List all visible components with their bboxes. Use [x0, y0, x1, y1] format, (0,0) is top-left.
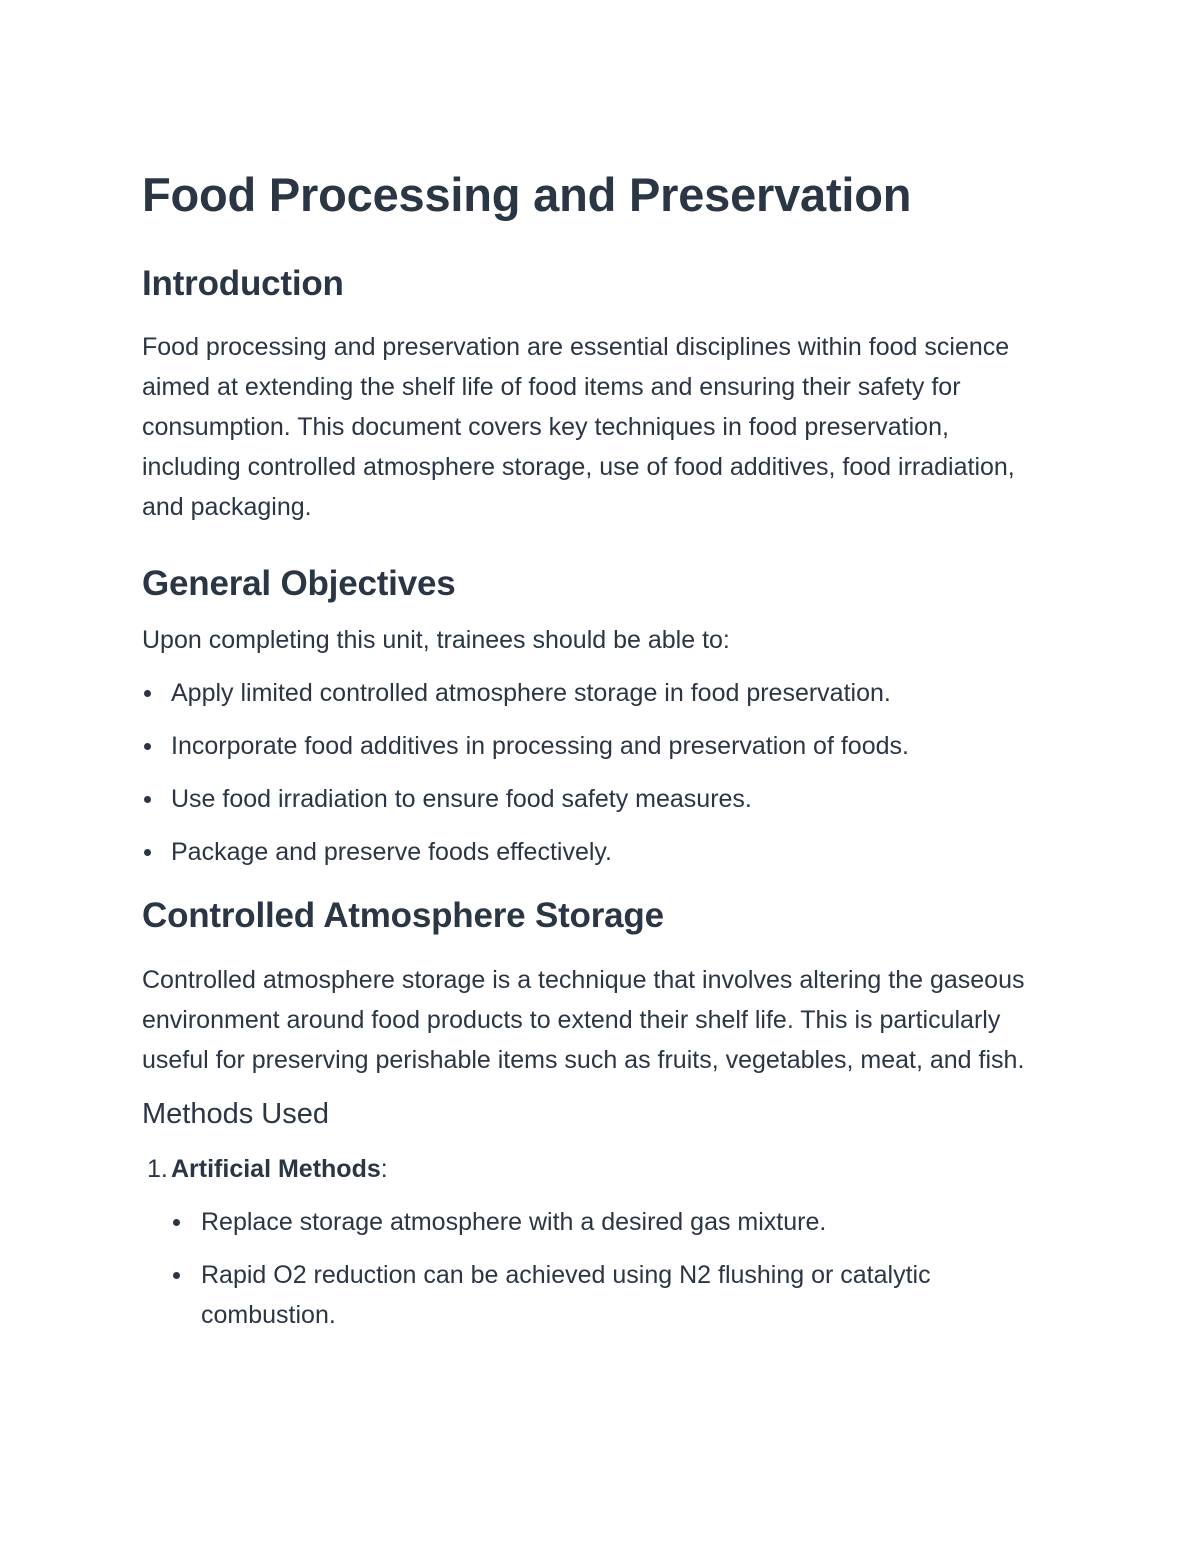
- method-title: Artificial Methods: [171, 1155, 381, 1183]
- methods-list: [142, 1149, 1052, 1335]
- list-item: Replace storage atmosphere with a desired gas mixture.: [171, 1202, 1052, 1242]
- objectives-lead: Upon completing this unit, trainees should be able to:: [142, 626, 730, 654]
- document-page: [142, 165, 1052, 1348]
- method-title-suffix: :: [380, 1155, 388, 1183]
- cas-paragraph: Controlled atmosphere storage is a technique that involves altering the gaseous environment around food products to extend their shelf life. This is particularly useful for preserving perishable items such as fruits, vegetables, meat, and fish.: [142, 966, 1025, 1074]
- methods-heading: Methods Used: [142, 1098, 329, 1130]
- list-item: Incorporate food additives in processing and preservation of foods.: [142, 726, 1052, 766]
- document-title: Food Processing and Preservation: [142, 168, 912, 221]
- introduction-paragraph: Food processing and preservation are essential disciplines within food science aimed at extending the shelf life of food items and ensuring their safety for consumption. This document covers key techniques in food preservation, including controlled atmosphere storage, use of food additives, food irradiation, and packaging.: [142, 333, 1015, 521]
- cas-heading: Controlled Atmosphere Storage: [142, 896, 664, 935]
- list-item: Apply limited controlled atmosphere storage in food preservation.: [142, 673, 1052, 713]
- list-item: Package and preserve foods effectively.: [142, 832, 1052, 872]
- objectives-list: [142, 673, 1052, 872]
- list-item: Rapid O2 reduction can be achieved using N2 flushing or catalytic combustion.: [171, 1255, 1052, 1335]
- objectives-heading: General Objectives: [142, 564, 456, 603]
- introduction-heading: Introduction: [142, 264, 344, 303]
- method-sub-list: [171, 1202, 1052, 1335]
- method-item: [142, 1149, 1052, 1335]
- method-number: 1.: [147, 1155, 168, 1183]
- list-item: Use food irradiation to ensure food safety measures.: [142, 779, 1052, 819]
